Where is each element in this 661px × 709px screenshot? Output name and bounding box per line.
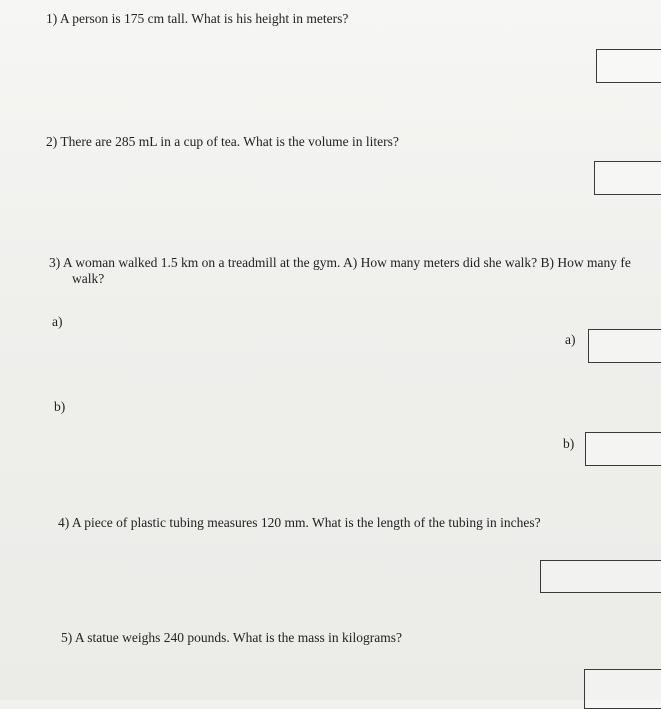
question-1: 1) A person is 175 cm tall. What is his height in meters? — [46, 11, 349, 26]
answer-label-a: a) — [565, 332, 576, 347]
answer-box-q5[interactable] — [584, 669, 661, 709]
question-3-continuation: walk? — [72, 271, 105, 286]
answer-box-q3a[interactable] — [588, 329, 661, 363]
question-3: 3) A woman walked 1.5 km on a treadmill at the gym. A) How many meters did she walk? B) How many fe — [49, 255, 631, 270]
answer-box-q3b[interactable] — [585, 432, 661, 466]
answer-box-q2[interactable] — [594, 161, 661, 195]
answer-box-q1[interactable] — [596, 49, 661, 83]
question-5: 5) A statue weighs 240 pounds. What is the mass in kilograms? — [61, 630, 402, 645]
work-label-b: b) — [54, 399, 66, 414]
work-label-a: a) — [52, 314, 63, 329]
question-4: 4) A piece of plastic tubing measures 120 mm. What is the length of the tubing in inches? — [58, 515, 541, 530]
answer-box-q4[interactable] — [540, 560, 661, 593]
answer-label-b: b) — [563, 436, 575, 451]
question-2: 2) There are 285 mL in a cup of tea. What is the volume in liters? — [46, 134, 399, 149]
